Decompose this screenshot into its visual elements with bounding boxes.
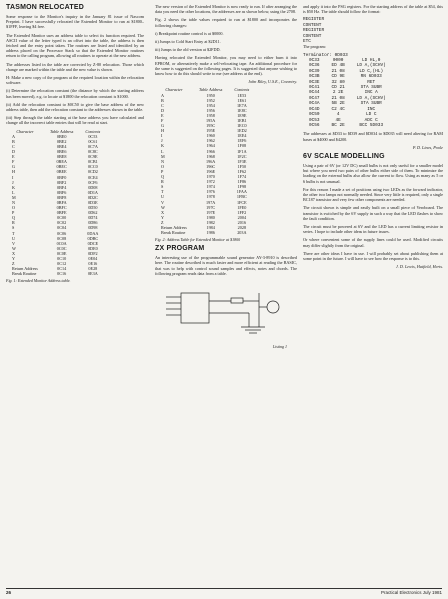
table-cell: Q	[12, 215, 16, 221]
table-cell: 1F74	[237, 174, 247, 180]
table-cell: 0C7A	[87, 143, 98, 149]
table-cell: 1970	[206, 174, 215, 180]
table-body	[155, 93, 255, 236]
table-cell: 1EE4	[237, 133, 247, 139]
table-cell: A	[161, 92, 165, 98]
table-cell: 0BE0	[56, 133, 67, 139]
signature: John Riley, U.S.E., Coventry.	[248, 79, 297, 85]
table-cell: Break Routine	[161, 230, 186, 236]
article-title-modelling: 6V SCALE MODELLING	[303, 152, 385, 160]
paragraph: and apply it into the PSG registers. For the starting address of the table at $54, this is $50 Hz. The table should follow the format:	[303, 4, 443, 15]
table-cell: 0C16	[57, 271, 67, 277]
table-cell: G	[161, 123, 165, 129]
table-cell: 1956	[206, 107, 215, 113]
figure-caption: Fig. 2: Address Table for Extended Monitor at $1800	[155, 237, 241, 243]
table-cell: 0BF2	[57, 179, 67, 185]
address-table-1	[6, 129, 106, 277]
table-cell: STA SUBR	[360, 101, 382, 107]
resistor	[231, 298, 243, 303]
table-cell: 0BFE	[56, 210, 67, 216]
table-cell: 0CF6	[88, 179, 98, 185]
table-cell: V	[12, 240, 16, 246]
table-cell: 0D1A	[87, 189, 98, 195]
table-cell: INC	[367, 106, 376, 112]
table-cell: 0BF6	[57, 189, 67, 195]
table-cell: 1F98	[237, 184, 247, 190]
table-cell: S	[12, 225, 15, 231]
table-cell: 1F50	[237, 163, 247, 169]
table-cell: 0D50	[88, 205, 98, 211]
paragraph: i) Breakpoint routine control is at $0000.	[155, 30, 224, 36]
table-cell: 0CD2	[87, 169, 98, 175]
ic-chip	[181, 293, 209, 323]
table-cell: O	[161, 163, 165, 169]
table-cell: 0D62	[88, 210, 98, 216]
table-cell: 0C53	[88, 133, 98, 139]
table-cell: X	[12, 250, 16, 256]
format-line: REGISTER	[303, 28, 325, 34]
table-cell: 4	[336, 112, 340, 118]
paragraph: The addresses at $D33 to $D39 and $D034 to $D035 will need altering for RAM bases at $4000 and $4200.	[303, 131, 443, 142]
table-cell: 0D2C	[87, 194, 98, 200]
circuit-label: Listing 1	[272, 344, 287, 350]
table-cell: BC 2E	[331, 122, 345, 128]
table-cell: 1974	[206, 184, 215, 190]
table-cell: 1FBC	[236, 194, 247, 200]
table-cell: 0BF8	[57, 194, 67, 200]
table-cell: 1F62	[237, 168, 247, 174]
table-cell: 1954	[206, 102, 215, 108]
table-header: Contents	[234, 87, 250, 93]
table-cell: STA SUBR	[360, 85, 382, 91]
table-cell: 1952	[206, 97, 215, 103]
table-cell: 1960	[206, 133, 215, 139]
table-cell: 1978	[206, 194, 215, 200]
paragraph: The circuit must be powered at 6V and the LED has a current limiting resistor in series. I hope to include other ideas in future issues.	[303, 223, 443, 235]
table-cell: 0BF0	[57, 174, 67, 180]
paragraph: The circuit shown is simple and easily built on a small piece of Veroboard. The transistor is switched by the 6V supply in such a way that the LED flashes to show the fault condition.	[303, 205, 443, 221]
column-1	[6, 4, 144, 286]
table-cell: RN 6D033	[360, 74, 382, 80]
table-cell: P	[12, 210, 15, 216]
table-cell: 4E	[335, 117, 341, 123]
table-cell: LD A,(SCHV)	[356, 95, 386, 101]
table-cell: LD HL,0	[362, 58, 381, 64]
speaker-symbol	[267, 301, 279, 313]
table-cell: CD 21	[331, 85, 345, 91]
table-cell: 1950	[206, 92, 215, 98]
paragraph: The Extended Monitor uses an address table to select its function required. The ASCII value of the letter typed is an offset into the table, the address is then fetched and the entry point taken. The routines are listed and identified by an address placed on the Processor Stack so that the Extended Monitor routines return to the calling program, allowing all routines to operate at the new address.	[6, 32, 144, 59]
column-2	[155, 4, 297, 352]
table-cell: 1962	[206, 138, 215, 144]
table-cell: 0C04	[57, 225, 67, 231]
table-cell: 203A	[237, 230, 247, 236]
table-cell: 0C44	[309, 90, 320, 96]
table-cell: 5B 2E	[331, 101, 345, 107]
table-cell: 0C41	[309, 85, 320, 91]
signature: P. D. Lines, Poole	[412, 144, 443, 150]
table-cell: 0D08	[88, 184, 98, 190]
table-cell: 0C4A	[309, 101, 320, 107]
table-cell: 0BF4	[57, 184, 67, 190]
article-title-zx: ZX PROGRAM	[155, 245, 205, 253]
table-cell: 1F3E	[237, 158, 247, 164]
table-cell: 196E	[206, 168, 216, 174]
format-line: ETC	[303, 39, 311, 45]
table-cell: 1984	[206, 224, 215, 230]
figure-caption: Fig. 1: Extended Monitor Address table.	[6, 278, 71, 284]
table-cell: 1F86	[237, 179, 247, 185]
paragraph: Using a pair of 6V (or 12V DC) small bulbs is not only useful for a smaller model but where you need two pairs of other bulbs either side of them. To minimize the loading on the external bulbs also allow the current to flow. Using as many as 5 or 6 bulbs is not unusual.	[303, 162, 443, 184]
paragraph: iii) Jumps to the old version at $2FDD.	[155, 47, 221, 53]
table-cell: 0C33	[309, 58, 320, 64]
table-cell: 1964	[206, 143, 215, 149]
table-cell: LD A,(SCHV)	[356, 63, 386, 69]
table-cell: W	[161, 204, 165, 210]
table-cell: I	[161, 133, 163, 139]
table-cell: 197A	[206, 199, 216, 205]
table-cell: 0CE4	[88, 174, 98, 180]
table-cell: 0DBC	[87, 235, 99, 241]
table-cell: 0D3E	[87, 199, 98, 205]
table-cell: 195A	[206, 118, 216, 123]
table-cell: 0C39	[309, 68, 320, 74]
table-cell: 0BE8	[56, 154, 67, 160]
code-title: Terminator: 0D033	[303, 52, 348, 58]
paragraph: (i) Determine the relocation constant (the distance by which the starting address has been moved), e.g. to locate at $1800 the relocation constant is $1000.	[6, 88, 144, 99]
table-cell: 197C	[206, 204, 216, 210]
table-cell: 0BFA	[56, 199, 67, 205]
table-cell: F	[12, 159, 15, 165]
table-cell: 195C	[206, 123, 216, 129]
table-cell: 0C3B	[309, 74, 320, 80]
table-cell: 0C0C	[56, 245, 67, 251]
table-cell: H	[12, 169, 16, 175]
table-cell: 21 08	[331, 68, 345, 74]
table-cell: 1976	[206, 189, 215, 195]
table-cell: Z	[161, 219, 164, 225]
paragraph: Or where convenient some of the supply lines could be used. Modified circuits may differ slightly from the original.	[303, 237, 443, 248]
table-cell: 0E28	[88, 266, 98, 272]
table-cell: 0C0E	[56, 250, 67, 256]
paragraph: There are other ideas I have in use. I will probably set about publishing them at some point in the future. I will have to see how the response is to this.	[303, 250, 443, 261]
table-cell: Break Routine	[12, 271, 37, 277]
table-cell: 0C3E	[309, 79, 320, 85]
table-cell: D	[12, 149, 16, 155]
table-cell: 0D86	[88, 220, 98, 226]
table-cell: L	[12, 189, 15, 195]
circuit-diagram	[161, 283, 291, 341]
format-line: CONTENT	[303, 22, 322, 28]
table-cell: 0C0A	[56, 240, 67, 246]
table-cell: 2 2E	[332, 90, 344, 96]
table-cell: 196A	[206, 158, 216, 164]
table-cell: 197E	[206, 209, 216, 215]
table-cell: 1986	[206, 230, 215, 236]
table-cell: 0DAA	[87, 230, 99, 236]
table-header: Contents	[85, 128, 101, 134]
table-cell: M	[12, 194, 16, 200]
table-cell: Y	[12, 256, 16, 261]
paragraph: For this reason I made a set of positions using two LEDs as the forward indicator, the other two lamps not normally needed. Since very little is required, only a single BC187 transistor and very few other components are needed.	[303, 186, 443, 203]
table-cell: 0BEE	[56, 169, 67, 175]
paragraph: The program:	[303, 44, 326, 50]
table-header: Character	[165, 87, 183, 93]
table-cell: 0DE0	[87, 245, 98, 251]
paragraph: ii) Jumps to Cold Start Entry at $2D11.	[155, 39, 221, 45]
signature: J. D. Lewis, Hatfield, Herts.	[395, 264, 443, 270]
table-cell: I	[12, 174, 14, 180]
table-cell: 1E7A	[236, 102, 247, 108]
format-line: CONTENT	[303, 33, 322, 39]
table-cell: 0BEA	[56, 159, 67, 165]
table-cell: 0C12	[57, 261, 67, 267]
table-cell: U	[12, 235, 16, 241]
article-title-tasmon: TASMON RELOCATED	[6, 4, 84, 11]
table-cell: 0BE4	[56, 143, 67, 149]
table-cell: 0000	[332, 58, 344, 64]
table-cell: 0E04	[88, 256, 98, 261]
table-cell: N	[12, 199, 16, 205]
table-cell: Return Address	[12, 266, 38, 272]
table-cell: 0C47	[309, 95, 320, 101]
table-cell: C2 4C	[331, 106, 345, 112]
table-cell: 0D74	[88, 215, 98, 221]
table-cell: J	[161, 138, 163, 144]
table-cell: K	[12, 184, 16, 190]
paragraph: (iii) Step through the table starting at the base address you have calculated and change all the incorrect table entries that will be read at start.	[6, 115, 144, 126]
address-table-2	[155, 87, 255, 235]
table-cell: CD 9E	[331, 74, 345, 80]
table-cell: 1EC0	[237, 123, 247, 129]
table-row	[155, 230, 255, 235]
table-cell: 0C06	[57, 230, 67, 236]
table-cell: J	[12, 179, 14, 185]
table-cell: 0C14	[57, 266, 67, 272]
table-cell: 0C08	[57, 235, 67, 241]
table-cell: D	[161, 107, 165, 113]
table-cell: 0BFC	[56, 205, 67, 211]
table-cell: 196C	[206, 163, 216, 169]
page-number: 26	[6, 590, 12, 595]
table-cell: E	[12, 154, 15, 160]
paragraph: The addresses listed in the table are corrected by Z-80 relocation. Those which change are marked within the table and the new value is shown.	[6, 61, 144, 72]
table-header: Table Address	[49, 128, 74, 134]
table-cell: S	[161, 184, 164, 190]
table-cell: 1E8C	[237, 107, 247, 113]
paragraph: Some response to the Monitor's inquiry in the January 81 issue of Nascom Preprint. I have successfully relocated the Extended Monitor to run at $1800–$1FFF, leaving $4 free.	[6, 14, 144, 30]
table-body	[6, 134, 106, 277]
table-cell: 2004	[237, 214, 247, 220]
table-cell: P	[161, 168, 164, 174]
table-cell: 1E9E	[237, 112, 247, 118]
table-cell: W	[12, 245, 16, 251]
table-cell: C	[161, 102, 164, 108]
table-cell: 0C10	[57, 256, 67, 261]
table-cell: 0E16	[88, 261, 98, 267]
table-cell: N	[161, 158, 165, 164]
table-cell: 0C02	[57, 220, 67, 226]
table-cell: 1EF6	[237, 138, 247, 144]
table-row	[6, 271, 106, 276]
table-cell: 0C56	[309, 122, 320, 128]
table-cell: ADC C	[364, 117, 378, 123]
table-cell: E	[161, 112, 164, 118]
table-cell: F	[161, 118, 164, 123]
table-cell: LD C,(HL)	[359, 68, 384, 74]
table-row	[303, 123, 392, 128]
table-cell: 1FF2	[237, 209, 247, 215]
table-cell: O	[12, 205, 16, 211]
table-cell: 1980	[206, 214, 215, 220]
table-cell: 1FAA	[236, 189, 247, 195]
table-cell: 21 08	[331, 95, 345, 101]
table-cell: 1FE0	[237, 204, 247, 210]
table-cell: ED 4B	[331, 63, 345, 69]
table-cell: 0BE2	[56, 138, 67, 144]
table-cell: 0DF2	[88, 250, 98, 256]
table-cell: T	[161, 189, 164, 195]
table-cell: C	[12, 143, 15, 149]
table-cell: 0C61	[88, 138, 98, 144]
table-cell: 1E61	[237, 97, 247, 103]
table-cell: 1FCE	[236, 199, 247, 205]
table-cell: 0BE6	[56, 149, 67, 155]
table-cell: 1E53	[237, 92, 247, 98]
table-cell: X	[161, 209, 165, 215]
table-cell: 1968	[206, 153, 215, 159]
table-cell: RET	[367, 79, 376, 85]
table-cell: R	[161, 179, 164, 185]
footer-rule	[6, 588, 442, 589]
table-cell: 0C50	[309, 112, 320, 118]
paragraph: An interesting use of the programmable sound generator AY-3-8910 is described here. The routine described is much faster and more efficient at reading the BASIC, that was to help with control sound samples and effects, notes and chords. The following program reads data from a table.	[155, 255, 297, 276]
table-cell: 0BEC	[56, 164, 67, 170]
paragraph: H: Make a new copy of the program at the required location within the relocation software.	[6, 75, 144, 86]
table-cell: 0CC0	[87, 164, 98, 170]
table-cell: U	[161, 194, 165, 200]
table-cell: Return Address	[161, 224, 187, 230]
column-3	[303, 4, 443, 272]
table-cell: LD C	[365, 112, 377, 118]
table-cell: K	[161, 143, 165, 149]
table-cell: 1ED2	[236, 128, 247, 134]
table-header: Character	[16, 128, 34, 134]
table-cell: V	[161, 199, 165, 205]
table-cell: G	[12, 164, 16, 170]
table-cell: H	[161, 128, 165, 134]
table-cell: A	[12, 133, 16, 139]
table-cell: BCC 5D033	[359, 122, 384, 128]
table-cell: 2028	[237, 224, 247, 230]
table-cell: 0C53	[309, 117, 320, 123]
register-format	[303, 17, 443, 44]
table-cell: Y	[161, 214, 165, 220]
table-cell: Z	[12, 261, 15, 267]
table-cell: B	[161, 97, 164, 103]
table-cell: Q	[161, 174, 165, 180]
table-cell: 1972	[206, 179, 215, 185]
paragraph: The new version of the Extended Monitor is now ready to run. If after arranging the data you need the other locations, the addresses are as shown below, using the 2708.	[155, 4, 297, 15]
table-cell: 1966	[206, 148, 215, 154]
table-cell: 0CB1	[87, 159, 98, 165]
table-cell: 0C4D	[309, 106, 320, 112]
paragraph: (ii) Add the relocation constant to $0C50 to give the base address of the new address table, then add the relocation constant to the addresses shown in the table.	[6, 101, 144, 113]
table-cell: 0DCE	[87, 240, 99, 246]
paragraph: Having relocated the Extended Monitor, you may need to either burn it into EPROM, or alternatively make a self-relocating tape. An additional procedure for the same is suggested on the following pages. It is suggested that anyone wishing to know how to do this should write to me (see address at the end).	[155, 55, 297, 77]
table-cell: 32 80	[331, 79, 345, 85]
table-cell: 1EB1	[237, 118, 247, 123]
table-cell: 0D98	[88, 225, 98, 231]
table-cell: M	[161, 153, 165, 159]
table-cell: B	[12, 138, 15, 144]
format-line: REGISTER	[303, 17, 325, 23]
table-cell: INC A	[364, 90, 378, 96]
code-body	[303, 58, 392, 128]
table-cell: 0C9E	[88, 154, 98, 160]
table-cell: T	[12, 230, 15, 236]
magazine-credit: Practical Electronics July 1981	[380, 590, 442, 595]
table-cell: 1F08	[237, 143, 247, 149]
table-cell: 0C36	[309, 63, 320, 69]
table-cell: 0C8C	[87, 149, 98, 155]
code-listing	[303, 58, 392, 128]
table-cell: 0C00	[57, 215, 67, 221]
table-cell: 1982	[206, 219, 215, 225]
table-cell: 195E	[206, 128, 216, 134]
table-cell: L	[161, 148, 164, 154]
table-header: Table Address	[198, 87, 223, 93]
table-cell: R	[12, 220, 15, 226]
table-cell: 0E3A	[87, 271, 98, 277]
table-cell: 2016	[237, 219, 247, 225]
paragraph: Fig. 2 shows the table values required to run at $1800 and incorporates the following changes:	[155, 17, 297, 28]
table-cell: 1F2C	[237, 153, 247, 159]
table-cell: 1958	[206, 112, 215, 118]
table-cell: 1F1A	[237, 148, 247, 154]
